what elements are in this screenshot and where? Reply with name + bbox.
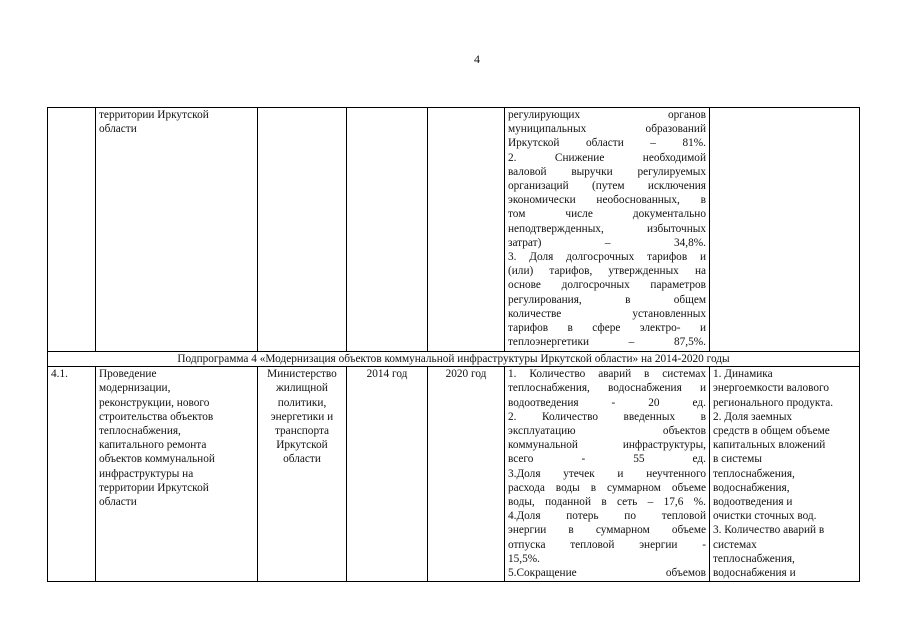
text-line: территории Иркутской xyxy=(99,481,209,494)
text-line: теплоснабжения, xyxy=(713,552,795,565)
cell-results xyxy=(505,367,710,582)
cell-start xyxy=(347,108,428,352)
text-line: области xyxy=(283,453,321,466)
text-line: отпуска тепловой энергии - xyxy=(508,538,706,551)
text-line: энергоемкости валового xyxy=(713,382,830,395)
text-line: водоснабжения и xyxy=(713,567,796,580)
text-line: Министерство xyxy=(267,368,337,381)
cell-number: 4.1. xyxy=(48,367,96,582)
text-line: строительства объектов xyxy=(99,410,214,423)
cell-end xyxy=(428,108,505,352)
results-text xyxy=(508,108,706,349)
results-text xyxy=(508,367,706,580)
text-line: валовой выручки регулируемых xyxy=(508,165,706,178)
activity-text xyxy=(99,108,254,136)
text-line: территории Иркутской xyxy=(99,109,209,121)
cell-indicators xyxy=(710,367,860,582)
text-line: Иркутской области – 81%. xyxy=(508,137,706,150)
text-line: том числе документально xyxy=(508,208,706,221)
cell-activity xyxy=(96,367,258,582)
text-line: (или) тарифов, утвержденных на xyxy=(508,265,706,278)
text-line: области xyxy=(99,123,137,136)
text-line: регулирующих органов xyxy=(508,109,706,121)
text-line: Проведение xyxy=(99,368,157,381)
text-line: средств в общем объеме xyxy=(713,425,830,438)
text-line: водоотведения и xyxy=(713,496,793,509)
text-line: 2. Количество введенных в xyxy=(508,410,706,423)
executor-text xyxy=(261,367,343,466)
cell-number xyxy=(48,108,96,352)
cell-indicators xyxy=(710,108,860,352)
text-line: 3. Доля долгосрочных тарифов и xyxy=(508,251,706,264)
text-line: воды, поданной в сеть – 17,6 %. xyxy=(508,496,706,509)
text-line: эксплуатацию объектов xyxy=(508,425,706,438)
text-line: теплоэнергетики – 87,5%. xyxy=(508,336,706,349)
cell-end: 2020 год xyxy=(428,367,505,582)
text-line: модернизации, xyxy=(99,382,171,395)
activity-text xyxy=(99,367,254,509)
text-line: теплоснабжения, водоснабжения и xyxy=(508,382,706,395)
text-line: системах xyxy=(713,538,757,551)
text-line: теплоснабжения, xyxy=(713,467,795,480)
text-line: экономически необоснованных, в xyxy=(508,194,706,207)
text-line: организаций (путем исключения xyxy=(508,180,706,193)
table-row-subprogram xyxy=(48,352,860,367)
text-line: муниципальных образований xyxy=(508,123,706,136)
text-line: количестве установленных xyxy=(508,307,706,320)
text-line: регионального продукта. xyxy=(713,396,834,409)
text-line: политики, xyxy=(277,396,327,409)
text-line: реконструкции, нового xyxy=(99,396,210,409)
text-line: очистки сточных вод. xyxy=(713,510,817,523)
text-line: водоотведения - 20 ед. xyxy=(508,396,706,409)
text-line: 1. Количество аварий в системах xyxy=(508,368,706,381)
text-line: транспорта xyxy=(274,425,330,438)
cell-results xyxy=(505,108,710,352)
text-line: 2. Доля заемных xyxy=(713,410,793,423)
text-line: Иркутской xyxy=(276,439,328,452)
cell-start: 2014 год xyxy=(347,367,428,582)
text-line: 2. Снижение необходимой xyxy=(508,151,706,164)
subprogram-title: Подпрограмма 4 «Модернизация объектов коммунальной инфраструктуры Иркутской области» на 2014-2020 годы xyxy=(48,352,860,367)
text-line: регулирования, в общем xyxy=(508,293,706,306)
text-line: 3.Доля утечек и неучтенного xyxy=(508,467,706,480)
program-table xyxy=(47,107,860,582)
text-line: коммунальной инфраструктуры, xyxy=(508,439,706,452)
text-line: неподтвержденных, избыточных xyxy=(508,222,706,235)
text-line: расхода воды в суммарном объеме xyxy=(508,481,706,494)
text-line: 15,5%. xyxy=(508,552,541,565)
text-line: теплоснабжения, xyxy=(99,425,181,438)
text-line: 3. Количество аварий в xyxy=(713,524,825,537)
page-number: 4 xyxy=(474,52,480,66)
indicators-text xyxy=(713,367,856,580)
table-row-4-1 xyxy=(48,367,860,582)
text-line: инфраструктуры на xyxy=(99,467,194,480)
cell-executor xyxy=(258,367,347,582)
text-line: водоснабжения, xyxy=(713,481,790,494)
text-line: 1. Динамика xyxy=(713,368,773,381)
text-line: тарифов в сфере электро- и xyxy=(508,322,706,335)
text-line: 4.Доля потерь по тепловой xyxy=(508,510,706,523)
text-line: 5.Сокращение объемов xyxy=(508,567,706,580)
text-line: энергии в суммарном объеме xyxy=(508,524,706,537)
cell-executor xyxy=(258,108,347,352)
cell-activity xyxy=(96,108,258,352)
text-line: энергетики и xyxy=(270,410,334,423)
text-line: затрат) – 34,8%. xyxy=(508,236,706,249)
text-line: основе долгосрочных параметров xyxy=(508,279,706,292)
text-line: жилищной xyxy=(276,382,328,395)
table-row-continuation xyxy=(48,108,860,352)
text-line: объектов коммунальной xyxy=(99,453,215,466)
text-line: капитальных вложений xyxy=(713,439,826,452)
text-line: всего - 55 ед. xyxy=(508,453,706,466)
text-line: в системы xyxy=(713,453,762,466)
text-line: области xyxy=(99,496,137,509)
text-line: капитального ремонта xyxy=(99,439,207,452)
